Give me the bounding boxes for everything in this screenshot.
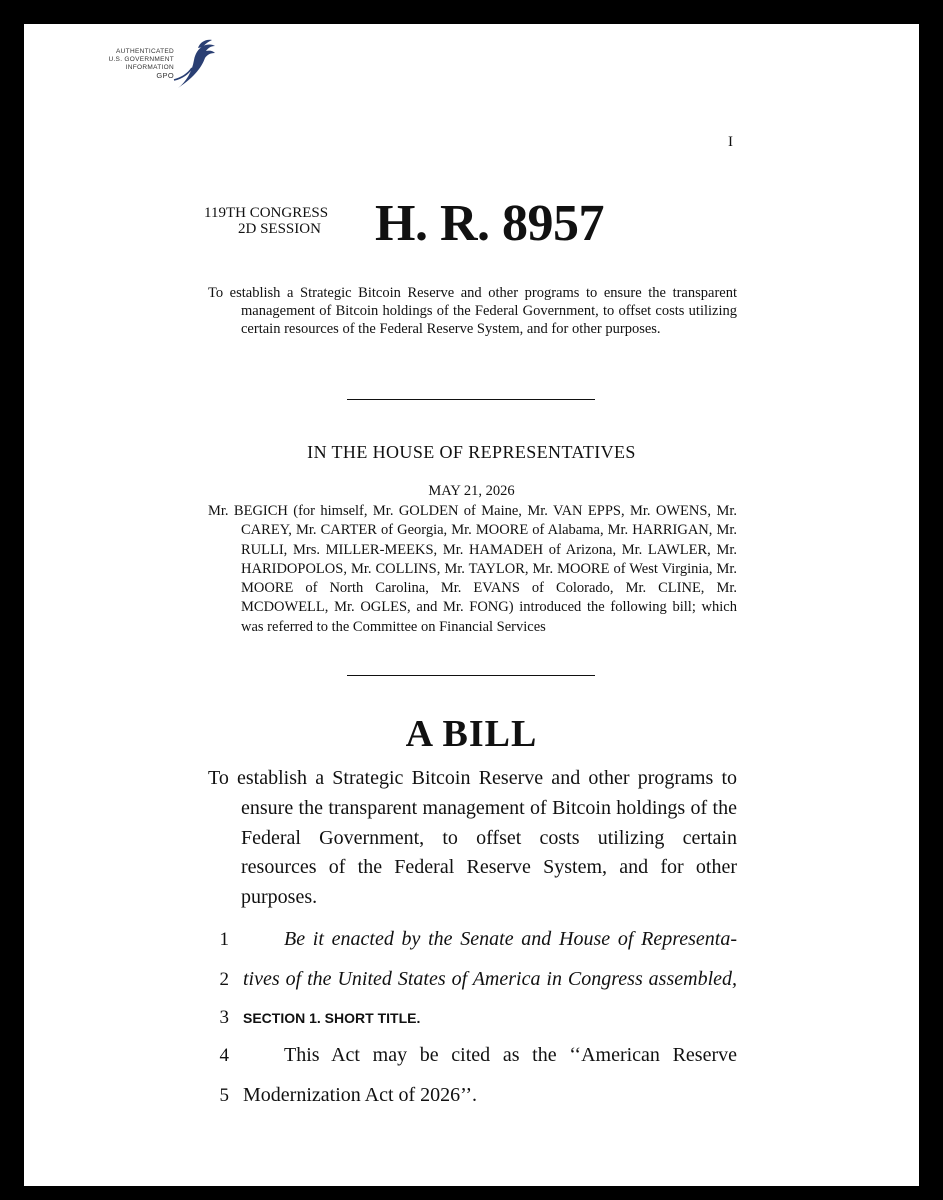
- short-title-text-line: This Act may be cited as the ‘‘American Reserve: [284, 1044, 737, 1066]
- bill-page: [24, 24, 919, 1186]
- enacting-clause-line: tives of the United States of America in Congress assembled,: [243, 968, 737, 990]
- logo-line-1: AUTHENTICATED: [116, 48, 174, 55]
- line-number: 4: [219, 1045, 229, 1066]
- logo-line-4: GPO: [156, 71, 174, 80]
- divider-rule: [347, 675, 595, 676]
- line-number: 3: [219, 1007, 229, 1028]
- sponsors-paragraph: Mr. BEGICH (for himself, Mr. GOLDEN of Maine, Mr. VAN EPPS, Mr. OWENS, Mr. CAREY, Mr. CARTER of Georgia, Mr. MOORE of Alabama, Mr. HARRIGAN, Mr. RULLI, Mrs. MILLER-MEEKS, Mr. HAMADEH of Arizona, Mr. LAWLER, Mr. HARIDOPOLOS, Mr. COLLINS, Mr. TAYLOR, Mr. MOORE of West Virginia, Mr. MOORE of North Carolina, Mr. EVANS of Colorado, Mr. CLINE, Mr. MCDOWELL, Mr. OGLES, and Mr. FONG) introduced the following bill; which was referred to the Committee on Financial Services: [208, 503, 737, 635]
- congress-session-block: [204, 205, 364, 237]
- introduction-date: MAY 21, 2026: [428, 483, 515, 499]
- line-number: 2: [219, 969, 229, 990]
- short-title-text-line: Modernization Act of 2026’’.: [243, 1084, 478, 1106]
- line-number: 5: [219, 1085, 229, 1106]
- congress-number: 119TH CONGRESS: [204, 205, 329, 221]
- divider-rule: [347, 399, 595, 400]
- bill-number: H. R. 8957: [375, 195, 604, 252]
- logo-line-2: U.S. GOVERNMENT: [108, 56, 174, 63]
- gpo-authenticated-logo: [94, 30, 224, 96]
- enacting-clause-line: Be it enacted by the Senate and House of Representa-: [284, 928, 737, 950]
- page-marker: I: [728, 134, 733, 150]
- chamber-heading: IN THE HOUSE OF REPRESENTATIVES: [307, 442, 636, 462]
- short-description: To establish a Strategic Bitcoin Reserve and other programs to ensure the transparent management of Bitcoin holdings of the Federal Government, to offset costs utilizing certain resources of the Federal Reserve System, and for other purposes.: [208, 285, 737, 337]
- section-heading: SECTION 1. SHORT TITLE.: [243, 1010, 421, 1026]
- session-number: 2D SESSION: [238, 221, 321, 237]
- line-number: 1: [219, 929, 229, 950]
- a-bill-heading: A BILL: [405, 713, 538, 755]
- eagle-icon: [172, 36, 220, 92]
- logo-line-3: INFORMATION: [125, 64, 174, 71]
- long-title: To establish a Strategic Bitcoin Reserve and other programs to ensure the transparent management of Bitcoin holdings of the Federal Government, to offset costs utilizing certain resources of the Federal Reserve System, and for other purposes.: [208, 767, 737, 909]
